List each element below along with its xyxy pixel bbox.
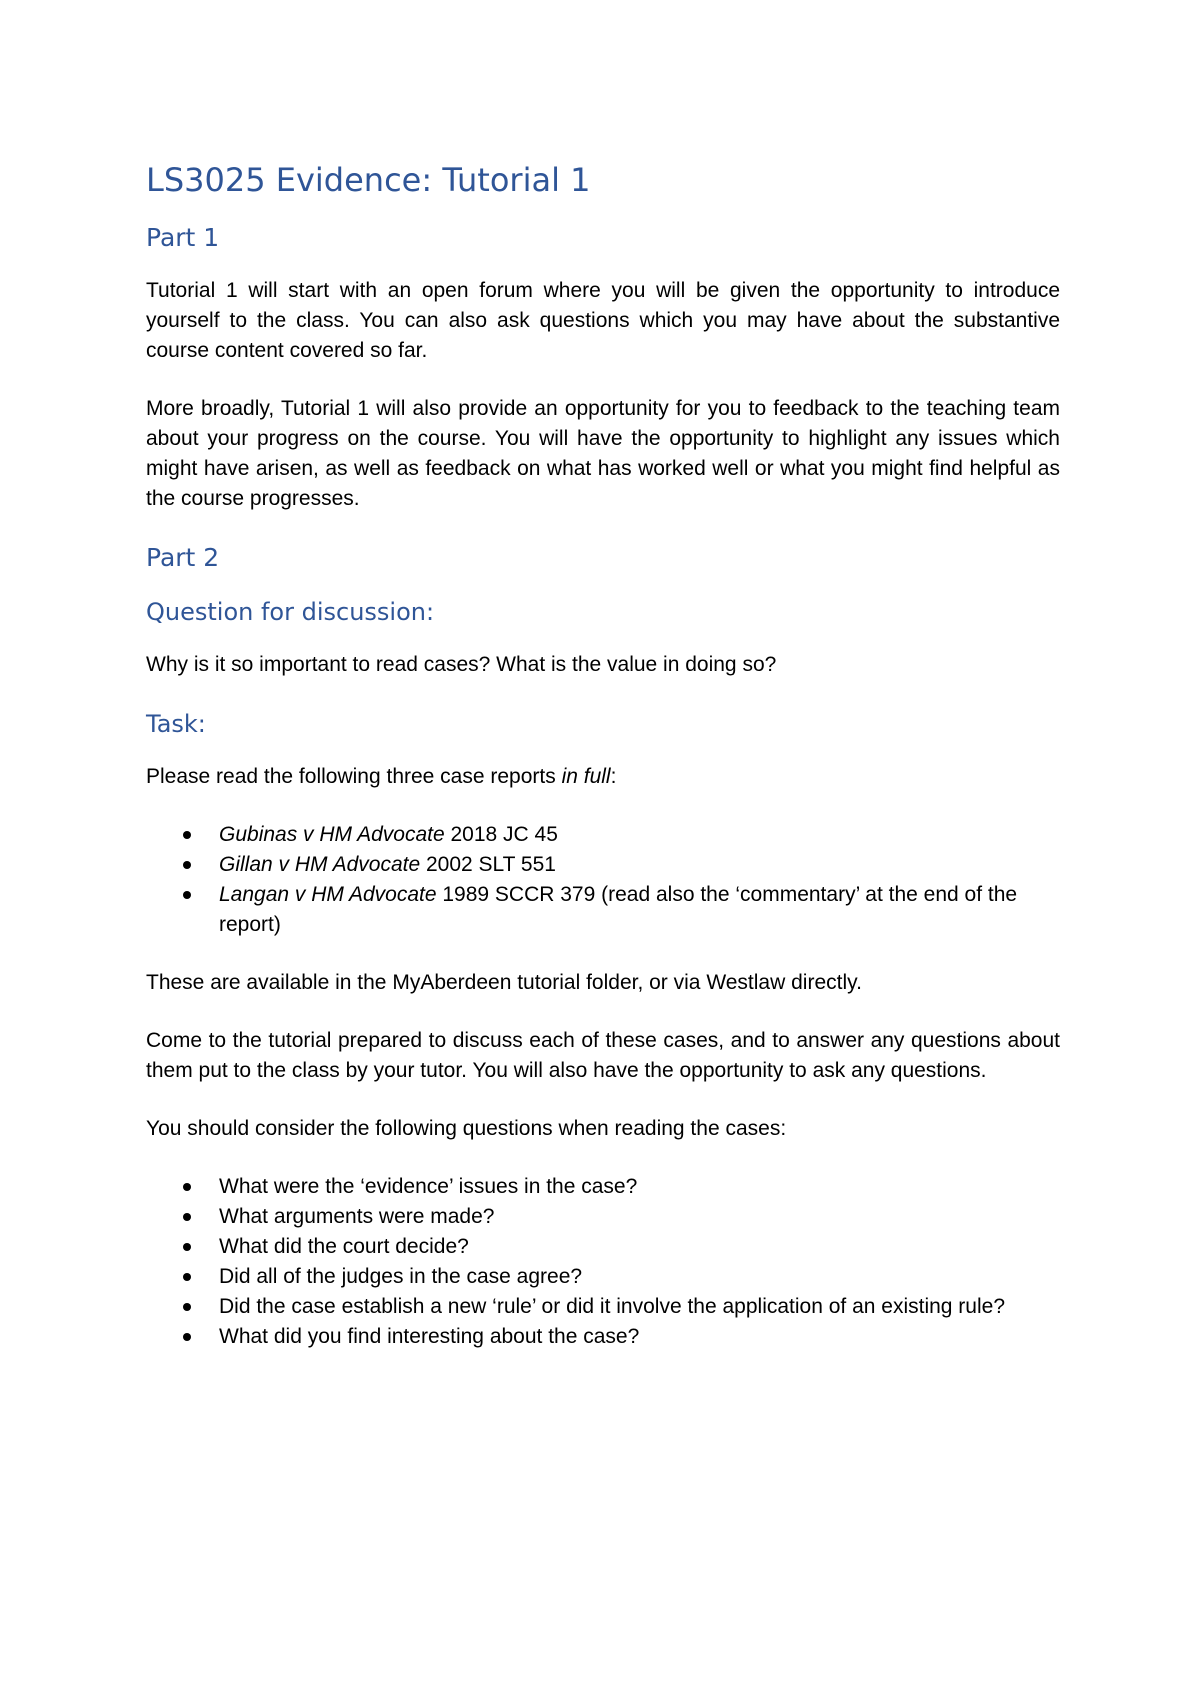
bullet-dot-icon <box>183 1303 191 1311</box>
bullet-dot-icon <box>183 861 191 869</box>
list-item <box>146 1322 1060 1352</box>
availability-text: These are available in the MyAberdeen tutorial folder, or via Westlaw directly. <box>146 971 862 994</box>
question-item: What arguments were made? <box>219 1205 495 1228</box>
list-item <box>146 1262 1060 1292</box>
question-text: Why is it so important to read cases? What is the value in doing so? <box>146 653 777 676</box>
bullet-dot-icon <box>183 1183 191 1191</box>
task-intro <box>146 762 1060 792</box>
case-name: Gubinas v HM Advocate <box>219 823 445 846</box>
question-item: What did the court decide? <box>219 1235 469 1258</box>
part-1-heading: Part 1 <box>146 223 220 252</box>
list-item <box>146 820 1060 850</box>
bullet-dot-icon <box>183 1243 191 1251</box>
list-item <box>146 1172 1060 1202</box>
question-item: What were the ‘evidence’ issues in the case? <box>219 1175 638 1198</box>
case-citation: 1989 SCCR 379 (read also the ‘commentary’ at the end of the report) <box>219 883 1018 936</box>
question-item: What did you find interesting about the case? <box>219 1325 640 1348</box>
part-1-paragraph-1: Tutorial 1 will start with an open forum where you will be given the opportunity to introduce yourself to the class. You can also ask questions which you may have about the substantive course content covered so far. <box>146 279 1060 362</box>
bullet-dot-icon <box>183 1273 191 1281</box>
case-name: Gillan v HM Advocate <box>219 853 421 876</box>
bullet-dot-icon <box>183 891 191 899</box>
case-citation: 2002 SLT 551 <box>420 853 556 876</box>
document-page <box>146 160 1060 1380</box>
task-intro-emphasis: in full <box>561 765 611 788</box>
case-name: Langan v HM Advocate <box>219 883 437 906</box>
document-title: LS3025 Evidence: Tutorial 1 <box>146 161 591 199</box>
list-item <box>146 880 1060 940</box>
task-intro-colon: : <box>610 765 617 788</box>
part-2-heading: Part 2 <box>146 543 220 572</box>
question-heading: Question for discussion: <box>146 598 435 626</box>
bullet-dot-icon <box>183 831 191 839</box>
consider-intro: You should consider the following questions when reading the cases: <box>146 1117 787 1140</box>
list-item <box>146 1202 1060 1232</box>
question-item: Did the case establish a new ‘rule’ or did it involve the application of an existing rule? <box>219 1295 1006 1318</box>
task-heading: Task: <box>146 710 206 738</box>
list-item <box>146 1292 1060 1322</box>
list-item <box>146 1232 1060 1262</box>
question-list <box>146 1172 1060 1352</box>
question-item: Did all of the judges in the case agree? <box>219 1265 583 1288</box>
bullet-dot-icon <box>183 1333 191 1341</box>
bullet-dot-icon <box>183 1213 191 1221</box>
case-citation: 2018 JC 45 <box>444 823 558 846</box>
list-item <box>146 850 1060 880</box>
case-list <box>146 820 1060 940</box>
prepare-text: Come to the tutorial prepared to discuss each of these cases, and to answer any questions about them put to the class by your tutor. You will also have the opportunity to ask any questions. <box>146 1029 1060 1082</box>
part-1-paragraph-2: More broadly, Tutorial 1 will also provide an opportunity for you to feedback to the teaching team about your progress on the course. You will have the opportunity to highlight any issues which might have arisen, as well as feedback on what has worked well or what you might find helpful as the course progresses. <box>146 397 1060 510</box>
task-intro-text: Please read the following three case reports <box>146 765 562 788</box>
